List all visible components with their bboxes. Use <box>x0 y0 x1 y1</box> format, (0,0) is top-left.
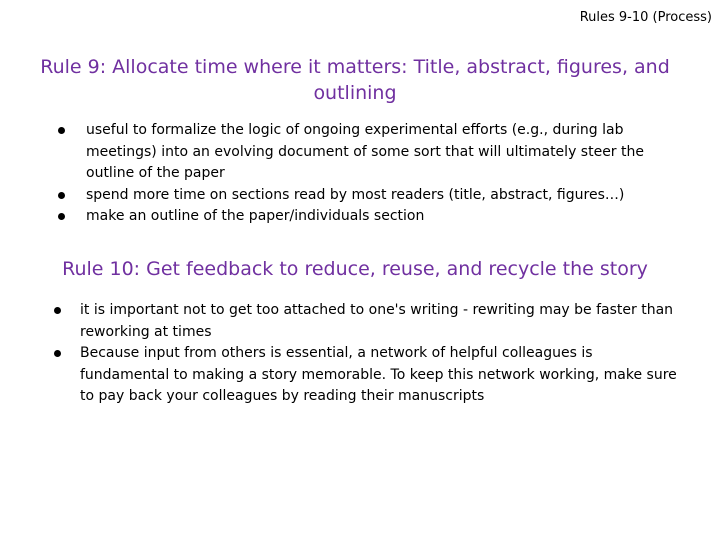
rule-10-heading: Rule 10: Get feedback to reduce, reuse, and recycle the story <box>62 258 648 280</box>
bullet-dot-icon <box>54 307 61 314</box>
rule-10-bullet-list <box>54 300 684 408</box>
list-item <box>58 206 678 228</box>
bullet-text: it is important not to get too attached to one's writing - rewriting may be faster than reworking at times <box>80 302 674 340</box>
list-item <box>58 120 678 185</box>
list-item <box>54 300 684 343</box>
list-item <box>58 185 678 207</box>
bullet-dot-icon <box>58 213 65 220</box>
bullet-text: useful to formalize the logic of ongoing experimental efforts (e.g., during lab meetings) into an evolving document of some sort that will ultimately steer the outline of the paper <box>86 122 644 181</box>
bullet-dot-icon <box>54 350 61 357</box>
slide-header: Rules 9-10 (Process) <box>579 10 712 25</box>
bullet-text: make an outline of the paper/individuals section <box>86 208 425 224</box>
list-item <box>54 343 684 408</box>
bullet-text: spend more time on sections read by most readers (title, abstract, figures…) <box>86 186 625 203</box>
rule-9-heading: Rule 9: Allocate time where it matters: Title, abstract, figures, and outlining <box>40 56 670 104</box>
bullet-dot-icon <box>58 127 65 134</box>
rule-9-bullet-list <box>58 120 678 228</box>
bullet-dot-icon <box>58 192 65 199</box>
bullet-text: Because input from others is essential, a network of helpful colleagues is fundamental to making a story memorable. To keep this network working, make sure to pay back your colleagues by reading their manuscripts <box>80 345 677 404</box>
